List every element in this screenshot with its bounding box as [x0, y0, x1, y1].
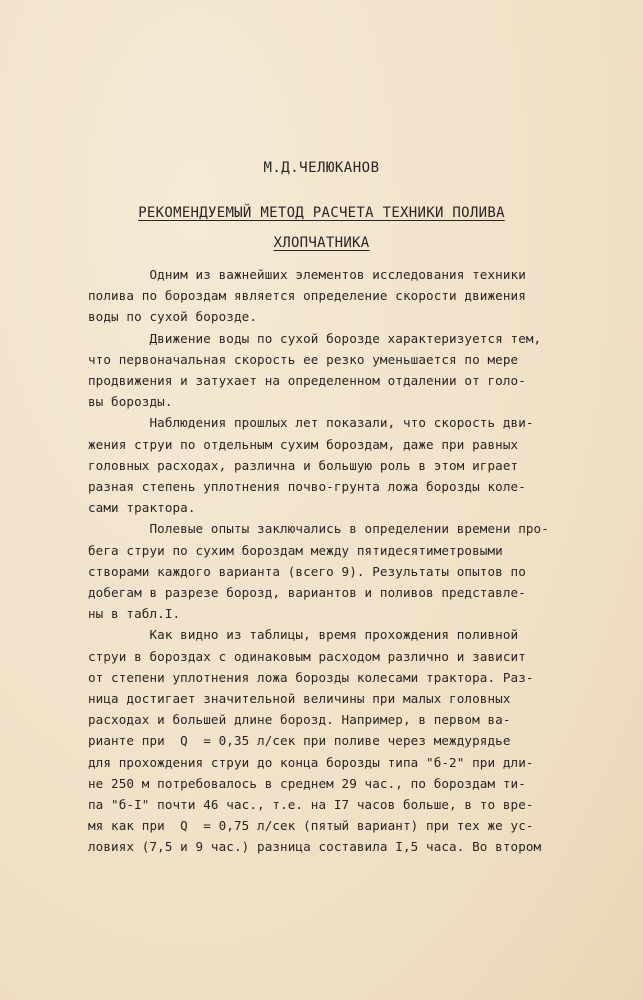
body-line: вы борозды. — [88, 394, 173, 410]
body-line: Наблюдения прошлых лет показали, что скорость дви- — [88, 415, 534, 431]
body-line: продвижения и затухает на определенном отдалении от голо- — [88, 373, 526, 389]
body-line: Как видно из таблицы, время прохождения поливной — [88, 627, 519, 643]
body-line: от степени уплотнения ложа борозды колесами трактора. Раз- — [88, 669, 534, 685]
body-line: ловиях (7,5 и 9 час.) разница составила I,5 часа. Во втором — [88, 839, 542, 855]
body-line: разная степень уплотнения почво-грунта ложа борозды коле- — [88, 479, 526, 495]
body-line: Движение воды по сухой борозде характеризуется тем, — [88, 330, 542, 346]
author-name: М.Д.ЧЕЛЮКАНОВ — [263, 160, 380, 176]
title-line-1 — [0, 205, 643, 221]
title-line-2 — [0, 235, 643, 251]
body-line: струи в бороздах с одинаковым расходом различно и зависит — [88, 648, 526, 664]
body-line: для прохождения струи до конца борозды типа "б-2" при дли- — [88, 754, 534, 770]
title-text-2: ХЛОПЧАТНИКА — [273, 235, 370, 251]
body-line: не 250 м потребовалось в среднем 29 час., по бороздам ти- — [88, 775, 526, 791]
body-line: что первоначальная скорость ее резко уменьшается по мере — [88, 351, 519, 367]
body-line: рианте при Q = 0,35 л/сек при поливе через междурядье — [88, 733, 511, 749]
body-line: ница достигает значительной величины при малых головных — [88, 691, 511, 707]
body-line: сами трактора. — [88, 500, 196, 516]
body-line: расходах и большей длине борозд. Например, в первом ва- — [88, 712, 511, 728]
body-line: жения струи по отдельным сухим бороздам, даже при равных — [88, 436, 519, 452]
body-line: мя как при Q = 0,75 л/сек (пятый вариант) при тех же ус- — [88, 818, 534, 834]
body-line: полива по бороздам является определение скорости движения — [88, 288, 526, 304]
body-line: Одним из важнейших элементов исследования техники — [88, 267, 526, 282]
body-line: воды по сухой борозде. — [88, 309, 258, 325]
body-line: головных расходах, различна и большую роль в этом играет — [88, 457, 519, 473]
title-text-1: РЕКОМЕНДУЕМЫЙ МЕТОД РАСЧЕТА ТЕХНИКИ ПОЛИВА — [138, 205, 505, 221]
body-line: добегам в разрезе борозд, вариантов и поливов представле- — [88, 585, 526, 601]
body-line: Полевые опыты заключались в определении времени про- — [88, 521, 549, 537]
body-text — [88, 264, 578, 858]
body-line: ны в табл.I. — [88, 606, 181, 622]
body-line: створами каждого варианта (всего 9). Результаты опытов по — [88, 563, 526, 579]
body-line: бега струи по сухим бороздам между пятидесятиметровыми — [88, 542, 503, 558]
body-line: па "б-I" почти 46 час., т.е. на I7 часов больше, в то вре- — [88, 797, 534, 813]
